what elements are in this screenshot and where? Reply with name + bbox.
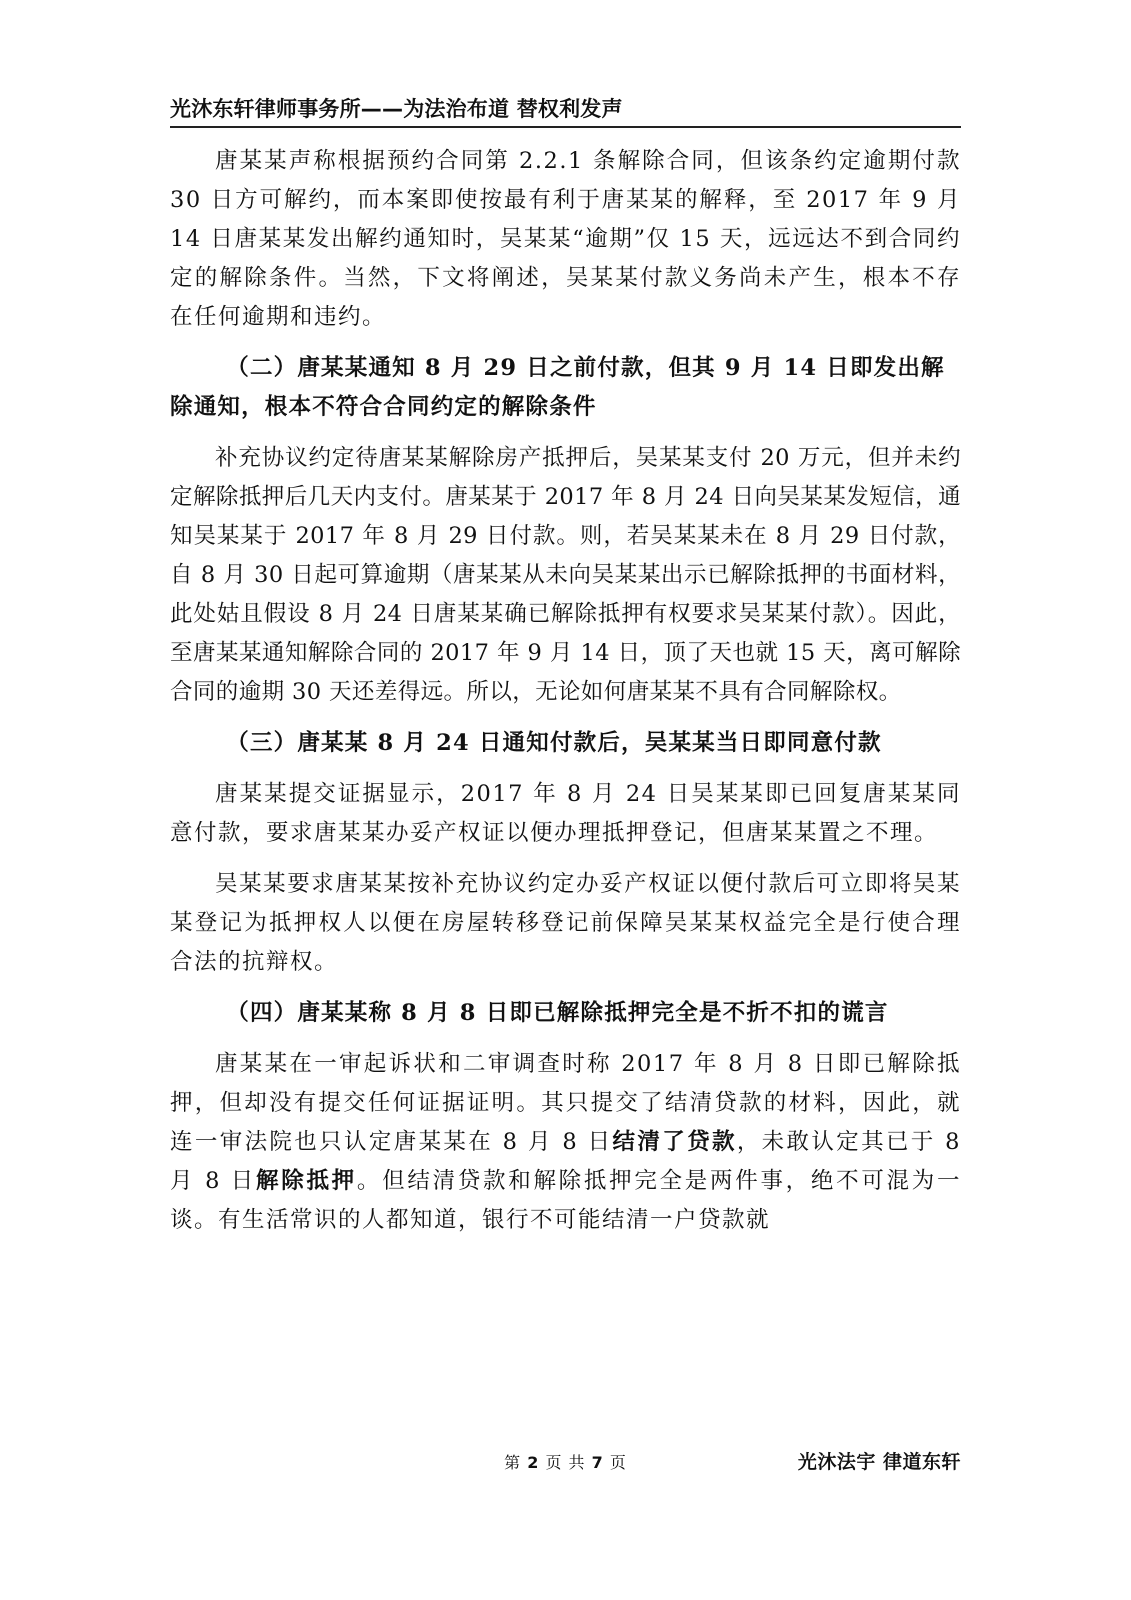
page-suffix: 页 bbox=[609, 1453, 627, 1472]
emphasis-loan-settled: 结清了贷款 bbox=[612, 1129, 737, 1155]
paragraph-5-text-a: 唐某某在一审起诉状和二审调查时称 2017 年 8 月 8 日即已解除抵押，但却没有提交任何证据证明。其只提交了结清贷款的材料，因此，就连一审法院也只认定唐某某在 8 月 8 日 bbox=[170, 1051, 961, 1155]
document-body bbox=[170, 142, 961, 1240]
footer-slogan: 光沐法宇 律道东轩 bbox=[797, 1451, 961, 1473]
paragraph-5-text-c: 。但结清贷款和解除抵押完全是两件事，绝不可混为一谈。有生活常识的人都知道，银行不可能结清一户贷款就 bbox=[170, 1168, 961, 1233]
section-heading-2: （二）唐某某通知 8 月 29 日之前付款，但其 9 月 14 日即发出解除通知，根本不符合合同约定的解除条件 bbox=[170, 355, 945, 420]
page-mid: 页 共 bbox=[545, 1453, 586, 1472]
emphasis-mortgage-released: 解除抵押 bbox=[256, 1168, 357, 1194]
page-current: 2 bbox=[527, 1453, 540, 1472]
page-number bbox=[0, 1450, 1131, 1473]
paragraph-3: 唐某某提交证据显示，2017 年 8 月 24 日吴某某即已回复唐某某同意付款，要求唐某某办妥产权证以便办理抵押登记，但唐某某置之不理。 bbox=[170, 781, 961, 846]
paragraph-5 bbox=[170, 1045, 961, 1240]
paragraph-1: 唐某某声称根据预约合同第 2.2.1 条解除合同，但该条约定逾期付款 30 日方可解约，而本案即使按最有利于唐某某的解释，至 2017 年 9 月 14 日唐某某发出解约通知时，吴某某“逾期”仅 15 天，远远达不到合同约定的解除条件。当然，下文将阐述，吴某某付款义务尚未产生，根本不存在任何逾期和违约。 bbox=[170, 148, 961, 330]
page-total: 7 bbox=[591, 1453, 604, 1472]
section-heading-4: （四）唐某某称 8 月 8 日即已解除抵押完全是不折不扣的谎言 bbox=[226, 1000, 889, 1026]
paragraph-5-text-b: ，未敢认定其已于 8 月 8 日 bbox=[170, 1129, 961, 1194]
page-prefix: 第 bbox=[504, 1453, 522, 1472]
section-heading-3: （三）唐某某 8 月 24 日通知付款后，吴某某当日即同意付款 bbox=[226, 730, 882, 756]
page-header: 光沐东轩律师事务所——为法治布道 替权利发声 bbox=[170, 94, 961, 128]
paragraph-4: 吴某某要求唐某某按补充协议约定办妥产权证以便付款后可立即将吴某某登记为抵押权人以便在房屋转移登记前保障吴某某权益完全是行使合理合法的抗辩权。 bbox=[170, 871, 961, 975]
paragraph-2: 补充协议约定待唐某某解除房产抵押后，吴某某支付 20 万元，但并未约定解除抵押后几天内支付。唐某某于 2017 年 8 月 24 日向吴某某发短信，通知吴某某于 2017 年 8 月 29 日付款。则，若吴某某未在 8 月 29 日付款，自 8 月 30 日起可算逾期（唐某某从未向吴某某出示已解除抵押的书面材料，此处姑且假设 8 月 24 日唐某某确已解除抵押有权要求吴某某付款）。因此，至唐某某通知解除合同的 2017 年 9 月 14 日，顶了天也就 15 天，离可解除合同的逾期 30 天还差得远。所以，无论如何唐某某不具有合同解除权。 bbox=[170, 445, 961, 705]
